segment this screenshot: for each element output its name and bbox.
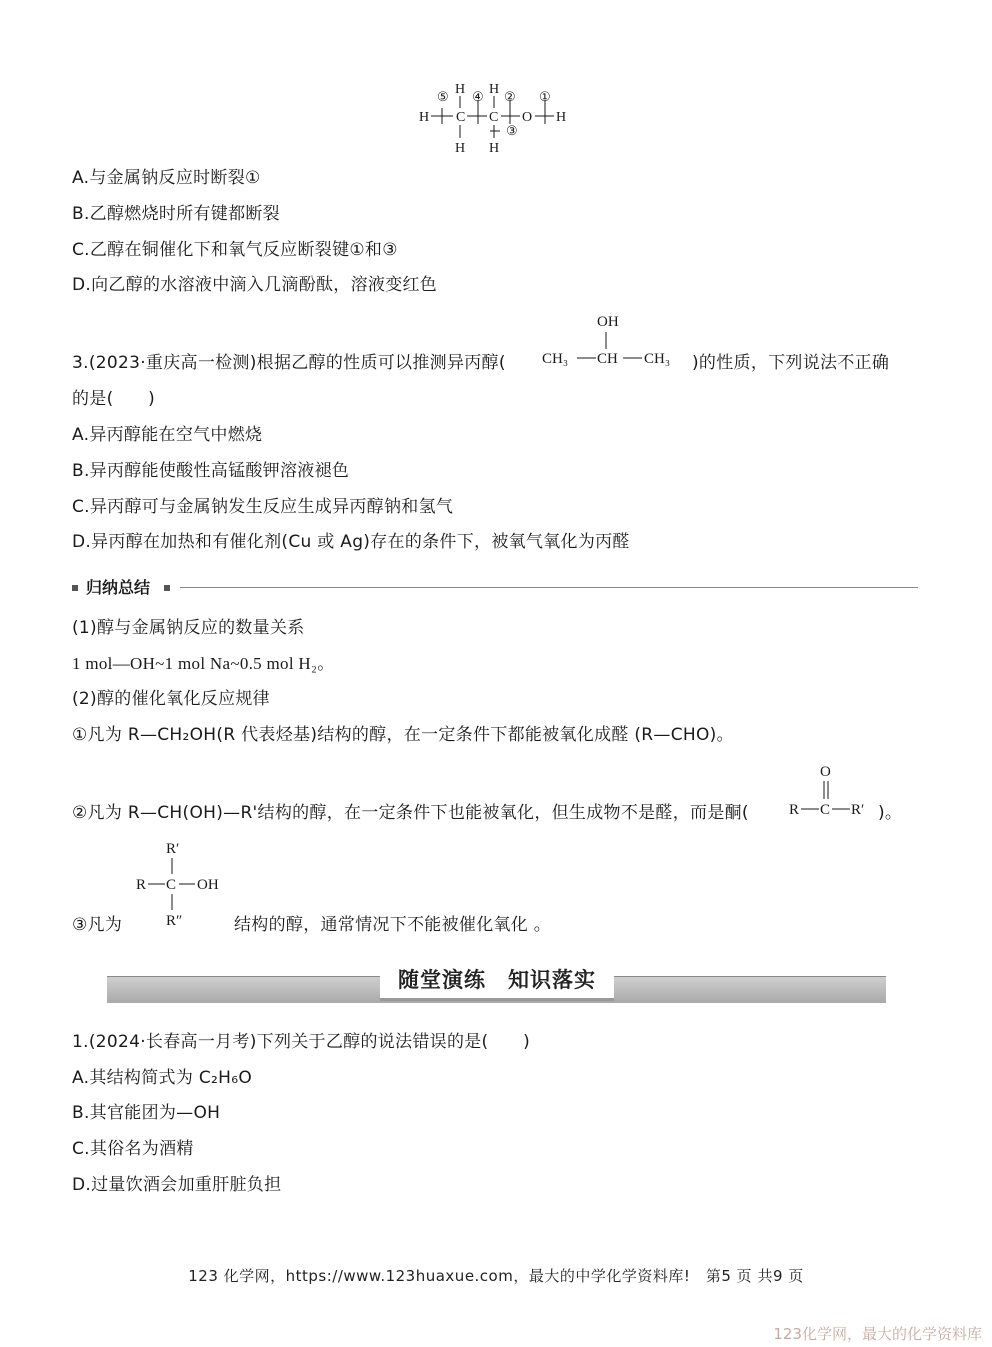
tertiary-alcohol-structure bbox=[133, 836, 233, 932]
atom-h-c2-top: H bbox=[489, 82, 500, 97]
atom-h-left: H bbox=[419, 110, 430, 125]
q3-stem-before: 3.(2023·重庆高一检测)根据乙醇的性质可以推测异丙醇( bbox=[72, 353, 506, 373]
tertiary-oh: OH bbox=[197, 877, 219, 893]
practice-q1-option-a: A.其结构简式为 C₂H₆O bbox=[72, 1068, 253, 1088]
ketone-o: O bbox=[820, 764, 831, 780]
summary-rule-2-after: )。 bbox=[878, 803, 903, 823]
tertiary-r: R bbox=[136, 877, 147, 893]
summary-rule bbox=[180, 587, 918, 588]
summary-p1-relation: 1 mol—OH~1 mol Na~0.5 mol H₂。 bbox=[72, 654, 335, 673]
isopropanol-ch: CH bbox=[597, 351, 618, 367]
summary-rule-3-after: 结构的醇，通常情况下不能被催化氧化 。 bbox=[234, 915, 552, 935]
bond-label-5: ⑤ bbox=[437, 89, 449, 104]
isopropanol-oh: OH bbox=[597, 314, 619, 330]
practice-q1-option-d: D.过量饮酒会加重肝脏负担 bbox=[72, 1175, 282, 1195]
practice-banner bbox=[107, 960, 886, 1008]
tertiary-r-prime: R′ bbox=[166, 841, 180, 857]
q2-option-c: C.乙醇在铜催化下和氧气反应断裂键①和③ bbox=[72, 240, 398, 260]
atom-h-c2-bottom: H bbox=[489, 141, 500, 156]
bond-label-1: ① bbox=[539, 89, 551, 104]
q3-option-c: C.异丙醇可与金属钠发生反应生成异丙醇钠和氢气 bbox=[72, 497, 454, 517]
practice-q1-stem: 1.(2024·长春高一月考)下列关于乙醇的说法错误的是( ) bbox=[72, 1032, 531, 1052]
isopropanol-ch3-right: CH₃ bbox=[644, 351, 671, 367]
q2-option-a: A.与金属钠反应时断裂① bbox=[72, 168, 261, 188]
page-footer: 123 化学网，https://www.123huaxue.com，最大的中学化学资料库! 第5 页 共9 页 bbox=[188, 1267, 804, 1285]
ketone-r: R bbox=[789, 802, 800, 818]
bond-label-3: ③ bbox=[506, 123, 518, 138]
q3-option-d: D.异丙醇在加热和有催化剂(Cu 或 Ag)存在的条件下，被氧气氧化为丙醛 bbox=[72, 532, 630, 552]
q2-option-b: B.乙醇燃烧时所有键都断裂 bbox=[72, 204, 280, 224]
isopropanol-structure bbox=[540, 308, 692, 372]
summary-square-right bbox=[164, 585, 170, 591]
watermark-text: 123化学网，最大的化学资料库 bbox=[773, 1325, 982, 1343]
summary-rule-3-before: ③凡为 bbox=[72, 915, 123, 935]
ethanol-structure-diagram bbox=[415, 80, 575, 158]
summary-title: 归纳总结 bbox=[86, 578, 151, 597]
practice-q1-option-b: B.其官能团为—OH bbox=[72, 1103, 221, 1123]
atom-h-right: H bbox=[556, 110, 567, 125]
bond-label-4: ④ bbox=[472, 89, 484, 104]
q3-stem-line2: 的是( ) bbox=[72, 389, 156, 409]
summary-rule-2-before: ②凡为 R—CH(OH)—R'结构的醇，在一定条件下也能被氧化，但生成物不是醛，而是酮( bbox=[72, 803, 749, 823]
q3-option-b: B.异丙醇能使酸性高锰酸钾溶液褪色 bbox=[72, 461, 350, 481]
ketone-r-prime: R′ bbox=[851, 802, 865, 818]
isopropanol-ch3-left: CH₃ bbox=[542, 351, 569, 367]
summary-rule-1: ①凡为 R—CH₂OH(R 代表烃基)结构的醇，在一定条件下都能被氧化成醛 (R—CHO)。 bbox=[72, 725, 734, 745]
q3-option-a: A.异丙醇能在空气中燃烧 bbox=[72, 425, 263, 445]
summary-p2-title: (2)醇的催化氧化反应规律 bbox=[72, 689, 270, 709]
atom-c2: C bbox=[489, 110, 499, 125]
atom-o: O bbox=[522, 110, 533, 125]
ketone-structure bbox=[785, 760, 880, 820]
q2-option-d: D.向乙醇的水溶液中滴入几滴酚酞，溶液变红色 bbox=[72, 275, 438, 295]
bond-label-2: ② bbox=[504, 89, 516, 104]
practice-q1-option-c: C.其俗名为酒精 bbox=[72, 1139, 194, 1159]
tertiary-r-double-prime: R″ bbox=[166, 913, 183, 929]
ketone-c: C bbox=[820, 802, 831, 818]
atom-c1: C bbox=[456, 110, 466, 125]
summary-p1-title: (1)醇与金属钠反应的数量关系 bbox=[72, 618, 305, 638]
atom-h-c1-bottom: H bbox=[455, 141, 466, 156]
summary-header bbox=[72, 576, 918, 600]
banner-title: 随堂演练 知识落实 bbox=[398, 968, 596, 992]
summary-square-left bbox=[72, 585, 78, 591]
tertiary-c: C bbox=[166, 877, 177, 893]
atom-h-c1-top: H bbox=[455, 82, 466, 97]
q3-stem-after: )的性质，下列说法不正确 bbox=[692, 353, 890, 373]
